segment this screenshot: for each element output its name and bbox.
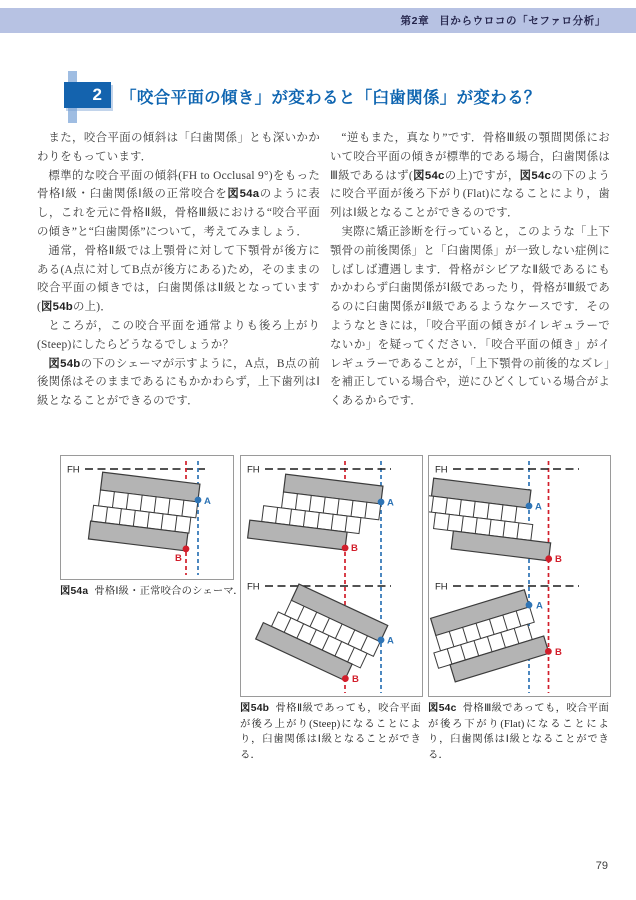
figure-54b-caption — [240, 701, 421, 763]
body-paragraph: 図54bの下のシェーマが示すように，A点，B点の前後関係はそのままであるにもかかわらず，上下歯列はⅠ級となることができるのです． — [37, 357, 320, 408]
body-column-right — [330, 129, 610, 411]
body-paragraph: また，咬合平面の傾斜は「臼歯関係」とも深いかかわりをもっています． — [37, 132, 320, 163]
section-title: 「咬合平面の傾き」が変わると「臼歯関係」が変わる？ — [120, 89, 541, 107]
figure-label: 図54b — [240, 703, 270, 714]
point-a-label: A — [536, 600, 543, 612]
figure-caption-text: 骨格Ⅰ級・正常咬合のシェーマ． — [94, 586, 244, 597]
point-b-label: B — [555, 554, 562, 565]
jaw-schematic-class1-normal — [88, 471, 203, 553]
point-a-label: A — [387, 635, 394, 647]
point-b-label: B — [175, 553, 182, 564]
body-paragraph: 通常，骨格Ⅱ級では上顎骨に対して下顎骨が後方にある(A点に対してB点が後方にある)ため，そのままの咬合平面の傾きでは，臼歯関係はⅡ級となっています(図54bの上)． — [37, 244, 320, 314]
figure-54b-panel — [240, 455, 423, 697]
figure-54c-panel — [428, 455, 611, 697]
body-paragraph: 標準的な咬合平面の傾斜(FH to Occlusal 9°)をもった骨格Ⅰ級・臼歯関係Ⅰ級の正常咬合を図54aのように表し，これを元に骨格Ⅱ級，骨格Ⅲ級における“咬合平面の傾き”と“臼歯関係”について，考えてみましょう． — [37, 169, 320, 238]
figure-54c-caption — [428, 701, 609, 763]
fh-label: FH — [67, 464, 80, 476]
chapter-number: 第2章 — [400, 15, 430, 27]
chapter-header-bar — [0, 8, 636, 33]
chapter-title: 目からウロコの「セファロ分析」 — [439, 15, 606, 27]
figure-54a-caption — [60, 581, 290, 600]
jaw-schematic-class2-normal — [247, 471, 386, 556]
point-a-label: A — [535, 501, 542, 513]
section-number-badge — [64, 82, 111, 108]
point-b-label: B — [351, 543, 358, 554]
fh-label: FH — [435, 464, 448, 476]
body-paragraph: 実際に矯正診断を行っていると，このような「上下顎骨の前後関係」と「臼歯関係」が一致しない症例にしばしば遭遇します．骨格がシビアなⅡ級であるにもかかわらず臼歯関係がⅠ級であったり，骨格がⅢ級であるのに臼歯関係がⅡ級であるようなケースです．そのようなときには，「咬合平面の傾きがイレギュラーでないか」を疑ってください．「咬合平面の傾き」がイレギュラーであることが，「上下顎骨の前後的なズレ」を補正している場合や，逆にひどくしている場合がよくあるからです． — [330, 225, 610, 408]
body-paragraph: ところが，この咬合平面を通常よりも後ろ上がり(Steep)にしたらどうなるでしょうか？ — [37, 319, 320, 351]
point-a-label: A — [387, 497, 394, 509]
fh-label: FH — [435, 581, 448, 593]
point-b-label: B — [555, 647, 562, 658]
fh-label: FH — [247, 581, 260, 593]
figure-caption-text: 骨格Ⅱ級であっても，咬合平面が後ろ上がり(Steep)になることにより，臼歯関係はⅠ級となることができる． — [240, 703, 421, 761]
point-a-label: A — [204, 496, 211, 507]
figure-label: 図54c — [428, 703, 457, 714]
fh-label: FH — [247, 464, 260, 476]
figure-54a-panel — [60, 455, 234, 580]
page-number: 79 — [595, 860, 608, 872]
point-b-label: B — [352, 674, 359, 685]
jaw-schematic-class3-normal — [428, 477, 560, 563]
section-number: 2 — [92, 85, 102, 104]
figure-caption-text: 骨格Ⅲ級であっても，咬合平面が後ろ下がり(Flat)になることにより，臼歯関係はⅠ級となることができる． — [428, 703, 609, 761]
figure-label: 図54a — [60, 586, 89, 597]
body-column-left — [37, 129, 320, 411]
body-paragraph: “逆もまた，真なり”です．骨格Ⅲ級の顎間関係において咬合平面の傾きが標準的である場合，臼歯関係はⅢ級であるはず(図54cの上)ですが，図54cの下のように咬合平面が後ろ下がり(Flat)になることにより，歯列はⅠ級となることができるのです． — [330, 132, 611, 220]
jaw-schematic-class1-flat — [428, 587, 553, 687]
